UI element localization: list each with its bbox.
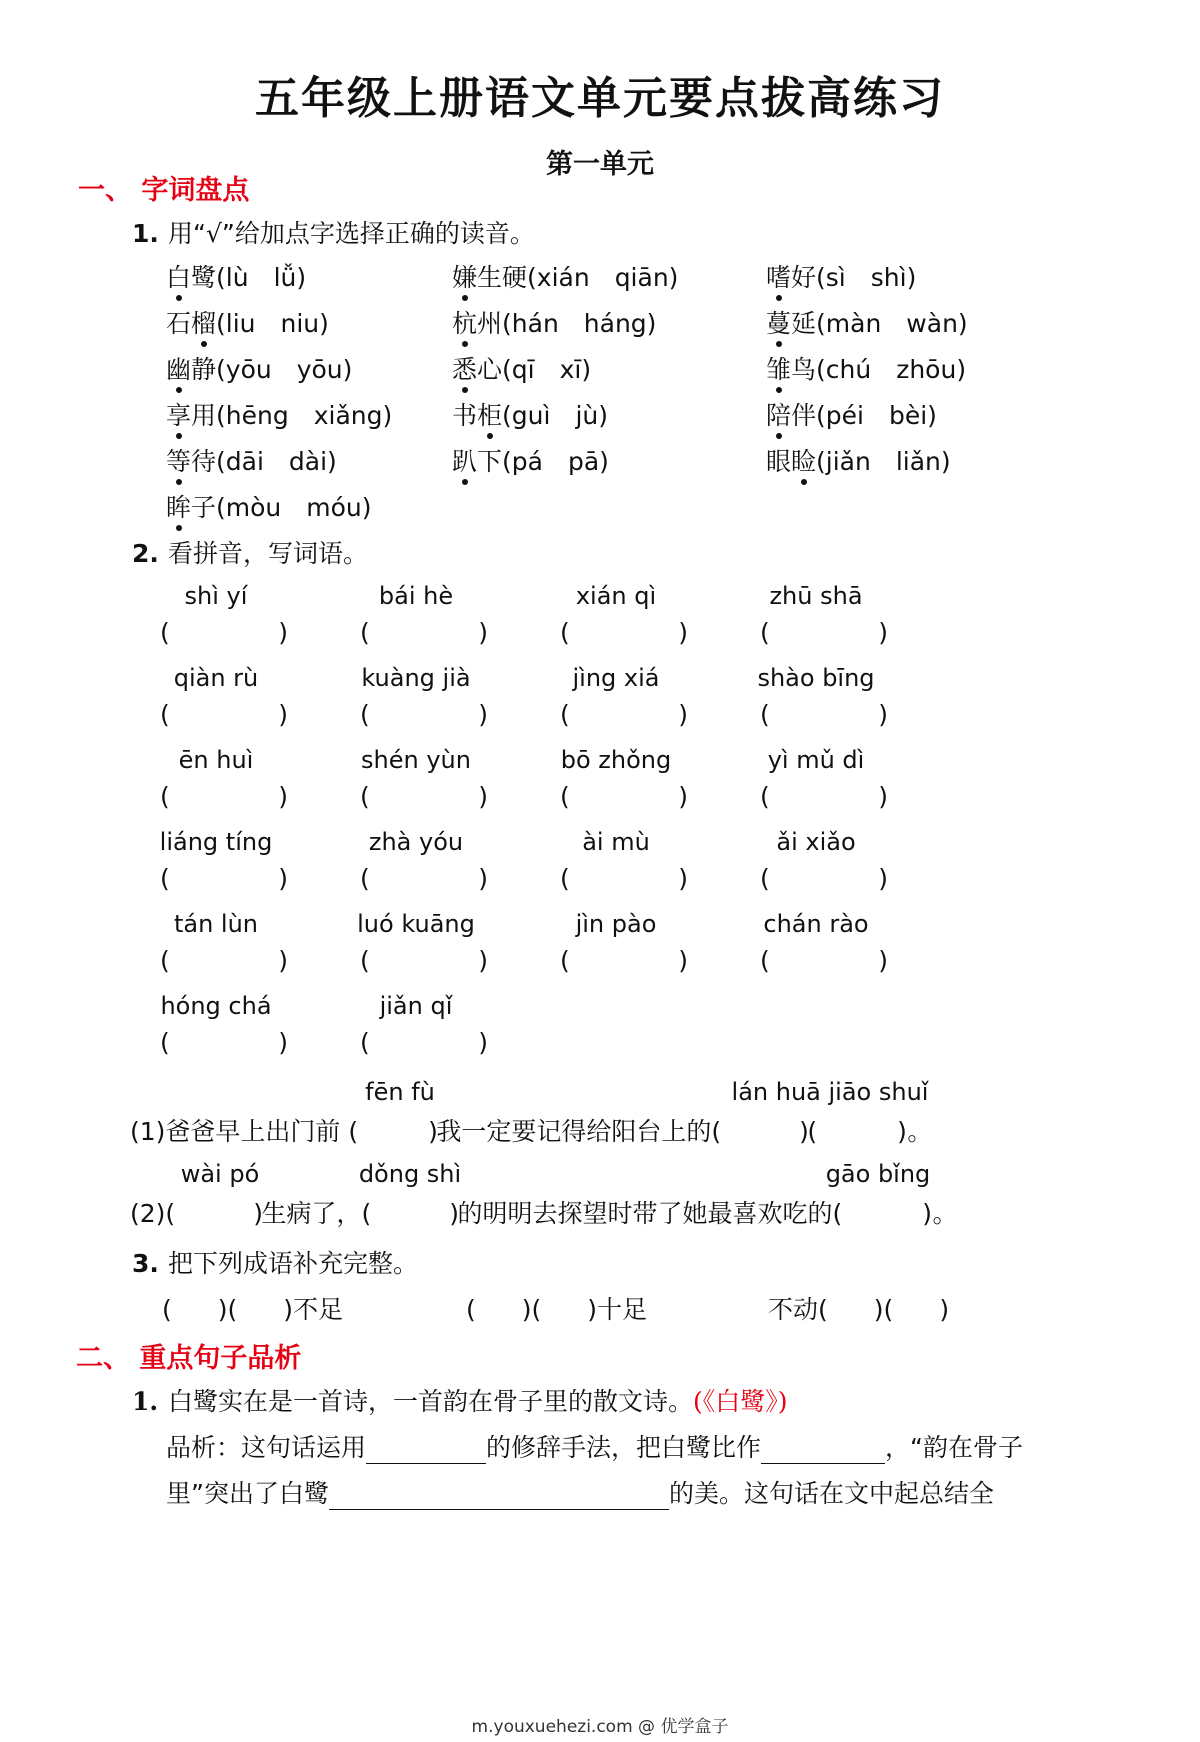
pinyin-options: (yōu yōu) (216, 355, 353, 384)
pinyin-label: bō zhǒng (560, 746, 672, 774)
answer-box[interactable]: ( ) (160, 700, 288, 729)
sentence-1-pinyin-1: fēn fù (365, 1078, 435, 1106)
question-2 (132, 534, 368, 570)
pinyin-options: (chú zhōu) (816, 355, 967, 384)
answer-box[interactable]: ( ) (160, 618, 288, 647)
answer-box[interactable]: ( ) (360, 946, 488, 975)
pronunciation-item[interactable] (166, 350, 352, 386)
word-part: 鹭 (191, 263, 217, 292)
pronunciation-item[interactable] (452, 396, 608, 432)
dotted-character: 睑 (791, 447, 817, 476)
answer-box[interactable]: ( ) (160, 946, 288, 975)
question-number: 2. (132, 539, 159, 568)
dotted-character: 享 (166, 401, 192, 430)
sentence-2-pinyin-3: gāo bǐng (825, 1160, 931, 1188)
pinyin-options: (liu niu) (216, 309, 329, 338)
answer-box[interactable]: ( ) (760, 864, 888, 893)
footer-watermark: m.youxuehezi.com @ 优学盒子 (471, 1717, 729, 1737)
word-part: 延 (791, 309, 817, 338)
pinyin-label: chán rào (763, 910, 869, 938)
word-part: 子 (191, 493, 217, 522)
word-part: 生硬 (477, 263, 528, 292)
pinyin-options: (qī xī) (502, 355, 592, 384)
sentence-1-pinyin-2: lán huā jiāo shuǐ (731, 1078, 929, 1106)
answer-blank[interactable]: ( ) (165, 1199, 263, 1228)
dotted-character: 趴 (452, 447, 478, 476)
question-prompt: 看拼音，写词语。 (168, 539, 369, 568)
analysis-question-1 (132, 1382, 788, 1418)
pinyin-options: (hēng xiǎng) (216, 401, 393, 430)
analysis-line-2: 里”突出了白鹭 的美。这句话在文中起总结全 (166, 1479, 994, 1508)
answer-blank[interactable]: ( ) (818, 1295, 884, 1324)
answer-blank[interactable]: ( ) (832, 1199, 932, 1228)
pinyin-label: shào bīng (757, 664, 875, 692)
pinyin-label: ǎi xiǎo (776, 828, 856, 856)
answer-box[interactable]: ( ) (760, 618, 888, 647)
idiom-1: ( )( )不足 (162, 1295, 344, 1324)
answer-blank[interactable]: ( ) (711, 1117, 809, 1146)
pinyin-label: qiàn rù (173, 664, 259, 692)
answer-blank[interactable]: ( ) (531, 1295, 598, 1324)
pinyin-label: zhū shā (769, 582, 863, 610)
dotted-character: 眸 (166, 493, 192, 522)
sentence-text: 爸爸早上出门前 (165, 1117, 341, 1146)
pinyin-options: (dāi dài) (216, 447, 337, 476)
sentence-label: (2) (130, 1199, 166, 1228)
dotted-character: 雏 (766, 355, 792, 384)
answer-line[interactable] (366, 1439, 486, 1464)
pinyin-options: (lù lǚ) (216, 263, 307, 292)
pronunciation-item[interactable] (452, 350, 591, 386)
word-part: 用 (191, 401, 217, 430)
pronunciation-item[interactable] (452, 304, 656, 340)
dotted-character: 嗜 (766, 263, 792, 292)
pinyin-label: liáng tíng (159, 828, 273, 856)
question-prompt: 把下列成语补充完整。 (168, 1249, 419, 1278)
pronunciation-item[interactable] (766, 442, 951, 478)
fill-sentence-1: (1)爸爸早上出门前 ( )我一定要记得给阳台上的( )( )。 (130, 1117, 933, 1146)
pinyin-label: shì yí (184, 582, 248, 610)
idiom-3: 不动( )( ) (768, 1295, 950, 1324)
pinyin-label: yì mǔ dì (767, 746, 865, 774)
dotted-character: 杭 (452, 309, 478, 338)
answer-line[interactable] (761, 1439, 885, 1464)
pinyin-options: (xián qiān) (527, 263, 679, 292)
answer-box[interactable]: ( ) (360, 1028, 488, 1057)
pinyin-label: bái hè (378, 582, 454, 610)
answer-blank[interactable]: ( ) (883, 1295, 950, 1324)
answer-box[interactable]: ( ) (760, 782, 888, 811)
answer-box[interactable]: ( ) (560, 946, 688, 975)
answer-blank[interactable]: ( ) (227, 1295, 294, 1324)
sentence-text: 的明明去探望时带了她最喜欢吃的 (457, 1199, 833, 1228)
answer-box[interactable]: ( ) (360, 864, 488, 893)
pinyin-options: (guì jù) (502, 401, 608, 430)
question-number: 1. (132, 219, 159, 248)
answer-box[interactable]: ( ) (160, 782, 288, 811)
idiom-2: ( )( )十足 (466, 1295, 648, 1324)
word-part: 石 (166, 309, 192, 338)
pronunciation-item[interactable] (452, 258, 678, 294)
pinyin-label: luó kuāng (357, 910, 475, 938)
pinyin-label: xián qì (575, 582, 657, 610)
question-3 (132, 1244, 418, 1280)
dotted-character: 嫌 (452, 263, 478, 292)
quote-text: 白鹭实在是一首诗，一首韵在骨子里的散文诗。 (168, 1387, 694, 1416)
word-part: 下 (477, 447, 503, 476)
sentence-text: 我一定要记得给阳台上的 (436, 1117, 712, 1146)
word-part: 州 (477, 309, 503, 338)
pinyin-options: (jiǎn liǎn) (816, 447, 951, 476)
question-number: 3. (132, 1249, 159, 1278)
answer-box[interactable]: ( ) (560, 618, 688, 647)
word-part: 眼 (766, 447, 792, 476)
answer-blank[interactable]: ( ) (466, 1295, 532, 1324)
analysis-line-1: 品析：这句话运用 的修辞手法，把白鹭比作 ，“韵在骨子 (166, 1433, 1023, 1462)
pronunciation-item[interactable] (766, 304, 968, 340)
pronunciation-item[interactable] (766, 396, 937, 432)
word-part: 好 (791, 263, 817, 292)
sentence-2-pinyin-1: wài pó (180, 1160, 260, 1188)
word-part: 静 (191, 355, 217, 384)
answer-box[interactable]: ( ) (360, 782, 488, 811)
word-part: 待 (191, 447, 217, 476)
answer-box[interactable]: ( ) (160, 1028, 288, 1057)
pronunciation-item[interactable] (766, 258, 916, 294)
pronunciation-item[interactable] (166, 304, 329, 340)
pinyin-label: zhà yóu (368, 828, 464, 856)
answer-box[interactable]: ( ) (560, 700, 688, 729)
answer-box[interactable]: ( ) (360, 700, 488, 729)
pinyin-options: (pá pā) (502, 447, 609, 476)
question-prompt: 用“√”给加点字选择正确的读音。 (168, 219, 535, 248)
pronunciation-item[interactable] (166, 258, 306, 294)
answer-blank[interactable]: ( ) (348, 1117, 438, 1146)
pinyin-label: jiǎn qǐ (379, 992, 453, 1020)
word-part: 书 (452, 401, 478, 430)
pronunciation-item[interactable] (166, 488, 372, 524)
pronunciation-item[interactable] (766, 350, 966, 386)
sentence-label: (1) (130, 1117, 166, 1146)
sentence-text: 生病了， (261, 1199, 362, 1228)
pinyin-label: shén yùn (361, 746, 471, 774)
question-number: 1. (132, 1387, 159, 1416)
fill-sentence-2: (2)( )生病了，( )的明明去探望时带了她最喜欢吃的( )。 (130, 1199, 958, 1228)
word-part: 鸟 (791, 355, 817, 384)
pinyin-options: (hán háng) (502, 309, 657, 338)
answer-box[interactable]: ( ) (360, 618, 488, 647)
pinyin-label: jìn pào (575, 910, 657, 938)
pinyin-label: ài mù (582, 828, 650, 856)
pronunciation-item[interactable] (452, 442, 609, 478)
answer-line[interactable] (329, 1485, 669, 1510)
section-heading-1: 一、 字词盘点 (78, 175, 250, 206)
answer-box[interactable]: ( ) (160, 864, 288, 893)
pinyin-options: (sì shì) (816, 263, 917, 292)
answer-blank[interactable]: ( ) (361, 1199, 459, 1228)
answer-blank[interactable]: ( ) (162, 1295, 228, 1324)
pinyin-label: tán lùn (173, 910, 259, 938)
word-part: 心 (477, 355, 503, 384)
pinyin-options: (màn wàn) (816, 309, 968, 338)
section-heading-2: 二、 重点句子品析 (76, 1343, 302, 1374)
answer-box[interactable]: ( ) (560, 864, 688, 893)
pinyin-options: (mòu móu) (216, 493, 372, 522)
dotted-character: 等 (166, 447, 192, 476)
pronunciation-item[interactable] (166, 396, 392, 432)
answer-box[interactable]: ( ) (760, 700, 888, 729)
dotted-character: 陪 (766, 401, 792, 430)
dotted-character: 蔓 (766, 309, 792, 338)
word-part: 伴 (791, 401, 817, 430)
pinyin-label: jìng xiá (572, 664, 660, 692)
dotted-character: 悉 (452, 355, 478, 384)
answer-box[interactable]: ( ) (760, 946, 888, 975)
sentence-2-pinyin-2: dǒng shì (358, 1160, 462, 1188)
dotted-character: 柜 (477, 401, 503, 430)
dotted-character: 白 (166, 263, 192, 292)
pinyin-options: (péi bèi) (816, 401, 937, 430)
answer-blank[interactable]: ( ) (807, 1117, 907, 1146)
dotted-character: 幽 (166, 355, 192, 384)
question-1 (132, 214, 535, 250)
pronunciation-item[interactable] (166, 442, 337, 478)
quote-source: (《白鹭》) (693, 1387, 788, 1416)
pinyin-label: hóng chá (160, 992, 272, 1020)
pinyin-label: kuàng jià (361, 664, 471, 692)
pinyin-label: ēn huì (178, 746, 254, 774)
unit-heading: 第一单元 (546, 149, 654, 180)
dotted-character: 榴 (191, 309, 217, 338)
answer-box[interactable]: ( ) (560, 782, 688, 811)
page-title: 五年级上册语文单元要点拔高练习 (255, 73, 945, 124)
